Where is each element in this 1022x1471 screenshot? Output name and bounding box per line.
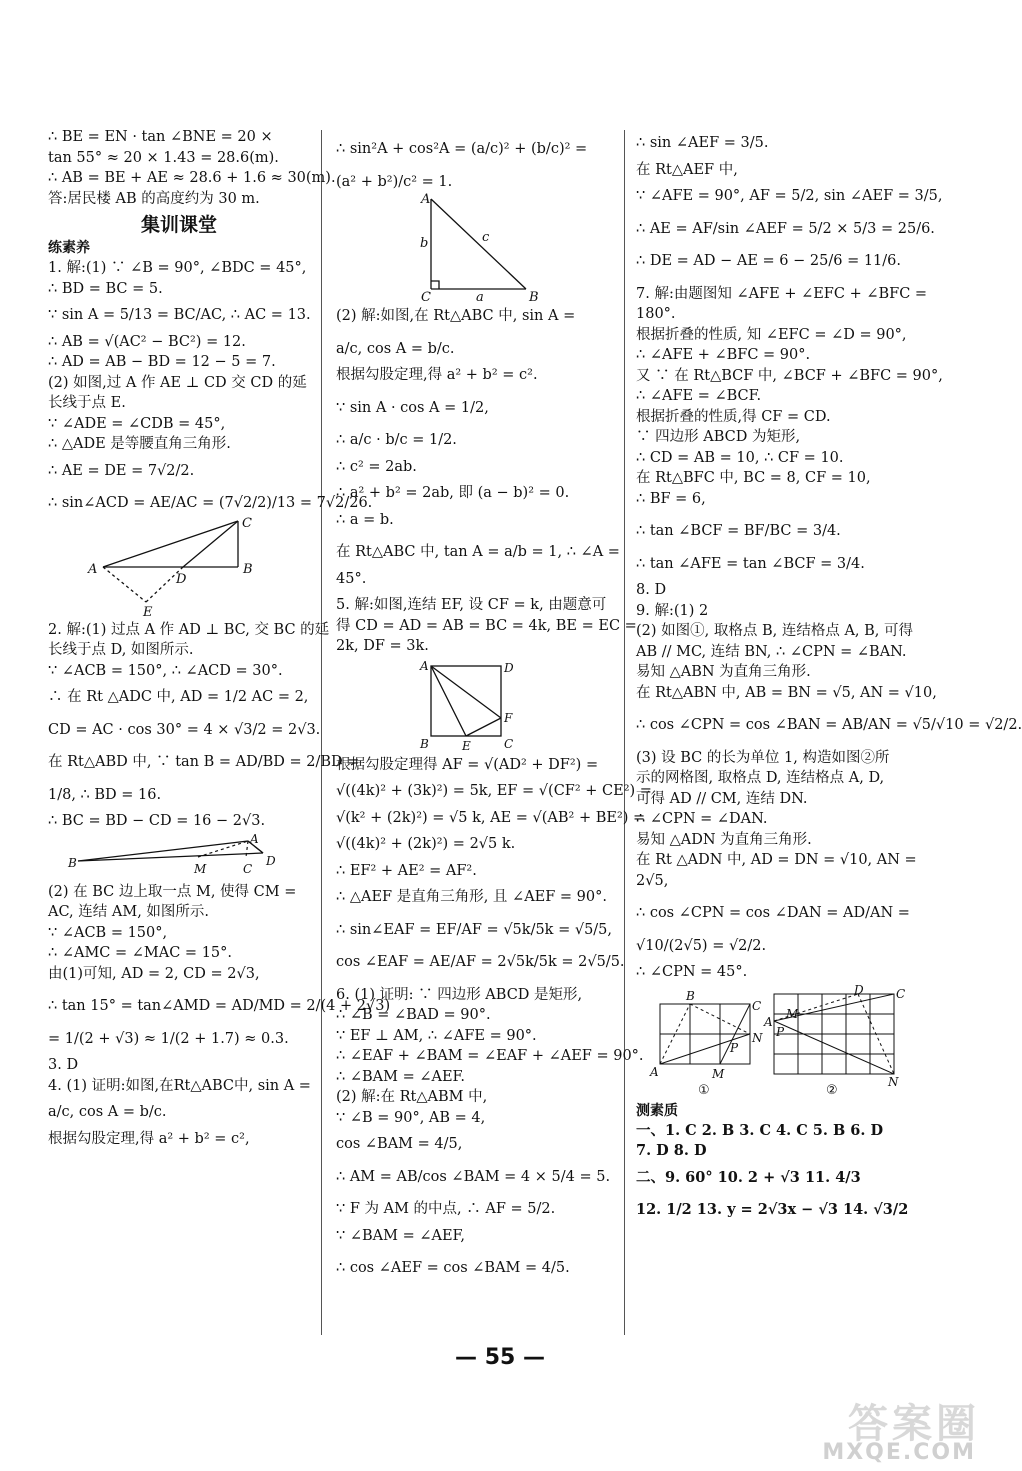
text-line: ∴ sin∠ACD = AE/AC = (7√2/2)/13 = 7√2/26. bbox=[48, 495, 373, 511]
text-line: ∴ BE = EN · tan ∠BNE = 20 × bbox=[48, 129, 273, 145]
text-line: (2) 解:如图,在 Rt△ABC 中, sin A = bbox=[336, 308, 576, 324]
text-line: 2k, DF = 3k. bbox=[336, 638, 429, 654]
text-line: 1. 解:(1) ∵ ∠B = 90°, ∠BDC = 45°, bbox=[48, 260, 307, 276]
text-line: 根据勾股定理,得 a² + b² = c². bbox=[336, 367, 538, 383]
text-line: ∴ ∠EAF + ∠BAM = ∠EAF + ∠AEF = 90°. bbox=[336, 1048, 644, 1064]
point-label: E bbox=[143, 604, 153, 620]
answer-line: 7. D 8. D bbox=[636, 1142, 707, 1159]
answer-line: 二、9. 60° 10. 2 + √3 11. 4/3 bbox=[636, 1168, 861, 1186]
text-line: 由(1)可知, AD = 2, CD = 2√3, bbox=[48, 965, 260, 982]
text-line: ∴ AM = AB/cos ∠BAM = 4 × 5/4 = 5. bbox=[336, 1168, 611, 1185]
text-line: 8. D bbox=[636, 582, 667, 598]
point-label: E bbox=[462, 738, 471, 753]
text-line: 在 Rt △ADN 中, AD = DN = √10, AN = bbox=[636, 852, 917, 868]
text-line: 长线于点 E. bbox=[48, 395, 126, 411]
text-line: ∴ BC = BD − CD = 16 − 2√3. bbox=[48, 813, 266, 829]
figure-triangle-abc bbox=[48, 831, 288, 879]
column-divider bbox=[321, 130, 322, 1335]
text-line: 答:居民楼 AB 的高度约为 30 m. bbox=[48, 190, 260, 207]
text-line: 在 Rt△AEF 中, bbox=[636, 161, 738, 178]
text-line: a/c, cos A = b/c. bbox=[336, 340, 455, 357]
page-number: — 55 — bbox=[455, 1345, 545, 1370]
point-label: F bbox=[504, 710, 513, 725]
watermark-url: MXQE.COM bbox=[822, 1440, 976, 1465]
text-line: ∵ EF ⊥ AM, ∴ ∠AFE = 90°. bbox=[336, 1027, 537, 1044]
text-line: ∴ △ADE 是等腰直角三角形. bbox=[48, 436, 231, 452]
text-line: 长线于点 D, 如图所示. bbox=[48, 642, 194, 658]
text-line: cos ∠BAM = 4/5, bbox=[336, 1136, 463, 1152]
text-line: ∵ ∠ACB = 150°, bbox=[48, 924, 168, 941]
column-3 bbox=[636, 130, 1022, 1218]
text-line: ∴ ∠AFE = ∠BCF. bbox=[636, 388, 762, 404]
text-line: ∴ cos ∠AEF = cos ∠BAM = 4/5. bbox=[336, 1260, 570, 1276]
text-line: ∴ tan 15° = tan∠AMD = AD/MD = 2/(4 + 2√3) bbox=[48, 998, 391, 1014]
text-line: 9. 解:(1) 2 bbox=[636, 602, 709, 619]
figure-number: ① bbox=[698, 1082, 710, 1098]
text-line: 又 ∵ 在 Rt△BCF 中, ∠BCF + ∠BFC = 90°, bbox=[636, 367, 943, 384]
text-line: 根据勾股定理得 AF = √(AD² + DF²) = bbox=[336, 756, 599, 773]
text-line: ∴ EF² + AE² = AF². bbox=[336, 862, 477, 879]
point-label: C bbox=[243, 861, 253, 876]
text-line: ∵ sin A = 5/13 = BC/AC, ∴ AC = 13. bbox=[48, 307, 311, 323]
point-label: B bbox=[420, 736, 429, 751]
text-line: ∴ sin∠EAF = EF/AF = √5k/5k = √5/5, bbox=[336, 921, 613, 938]
text-line: ∴ AE = DE = 7√2/2. bbox=[48, 462, 195, 479]
point-label: C bbox=[896, 986, 906, 1001]
figure-grids bbox=[636, 982, 906, 1098]
text-line: ∴ CD = AB = 10, ∴ CF = 10. bbox=[636, 449, 844, 466]
text-line: 180°. bbox=[636, 306, 676, 322]
point-label: B bbox=[529, 290, 539, 305]
figure-right-triangle bbox=[336, 192, 539, 305]
point-label: M bbox=[194, 861, 207, 876]
column-divider bbox=[624, 130, 625, 1335]
text-line: √(k² + (2k)²) = √5 k, AE = √(AB² + BE²) = bbox=[336, 809, 646, 826]
text-line: ∴ ∠CPN = ∠DAN. bbox=[636, 811, 768, 827]
text-line: a/c, cos A = b/c. bbox=[48, 1104, 167, 1120]
text-line: ∴ ∠AFE + ∠BFC = 90°. bbox=[636, 347, 811, 363]
side-label: a bbox=[476, 290, 484, 305]
text-line: ∵ ∠ADE = ∠CDB = 45°, bbox=[48, 415, 226, 432]
text-line: (2) 如图①, 取格点 B, 连结格点 A, B, 可得 bbox=[636, 623, 914, 639]
text-line: 易知 △ABN 为直角三角形. bbox=[636, 664, 811, 680]
point-label: B bbox=[68, 855, 77, 870]
point-label: A bbox=[250, 831, 259, 846]
point-label: P bbox=[730, 1040, 739, 1055]
text-line: ∴ cos ∠CPN = cos ∠BAN = AB/AN = √5/√10 = √2/2. bbox=[636, 717, 1022, 733]
text-line: ∵ F 为 AM 的中点, ∴ AF = 5/2. bbox=[336, 1201, 556, 1217]
text-line: ∵ ∠AFE = 90°, AF = 5/2, sin ∠AEF = 3/5, bbox=[636, 188, 943, 204]
text-line: ∴ ∠CPN = 45°. bbox=[636, 964, 748, 980]
text-line: ∴ AD = AB − BD = 12 − 5 = 7. bbox=[48, 354, 276, 370]
text-line: ∴ △AEF 是直角三角形, 且 ∠AEF = 90°. bbox=[336, 889, 607, 905]
text-line: 在 Rt△BFC 中, BC = 8, CF = 10, bbox=[636, 470, 871, 486]
test-tag: 测素质 bbox=[636, 1102, 678, 1119]
text-line: = 1/(2 + √3) ≈ 1/(2 + 1.7) ≈ 0.3. bbox=[48, 1030, 289, 1047]
point-label: C bbox=[752, 998, 762, 1013]
text-line: ∴ ∠BAM = ∠AEF. bbox=[336, 1068, 465, 1085]
text-line: √((4k)² + (2k)²) = 2√5 k. bbox=[336, 836, 516, 852]
text-line: ∵ ∠B = 90°, AB = 4, bbox=[336, 1109, 486, 1126]
text-line: 3. D bbox=[48, 1057, 79, 1073]
point-label: B bbox=[243, 561, 253, 577]
text-line: (2) 解:在 Rt△ABM 中, bbox=[336, 1089, 488, 1105]
point-label: A bbox=[421, 192, 431, 207]
side-label: c bbox=[482, 230, 490, 245]
text-line: ∴ ∠AMC = ∠MAC = 15°. bbox=[48, 945, 233, 961]
point-label: D bbox=[854, 982, 864, 997]
text-line: 示的网格图, 取格点 D, 连结格点 A, D, bbox=[636, 770, 885, 786]
text-line: 在 Rt△ABN 中, AB = BN = √5, AN = √10, bbox=[636, 684, 937, 701]
text-line: 根据折叠的性质,得 CF = CD. bbox=[636, 408, 831, 425]
text-line: ∴ DE = AD − AE = 6 − 25/6 = 11/6. bbox=[636, 253, 901, 269]
point-label: M bbox=[712, 1066, 725, 1081]
point-label: N bbox=[888, 1074, 899, 1089]
point-label: P bbox=[776, 1024, 785, 1039]
text-line: 可得 AD // CM, 连结 DN. bbox=[636, 790, 808, 807]
practice-tag: 练素养 bbox=[48, 240, 90, 256]
text-line: AC, 连结 AM, 如图所示. bbox=[48, 904, 210, 920]
text-line: 5. 解:如图,连结 EF, 设 CF = k, 由题意可 bbox=[336, 597, 607, 613]
point-label: D bbox=[266, 853, 276, 868]
text-line: ∴ a² + b² = 2ab, 即 (a − b)² = 0. bbox=[336, 485, 570, 501]
text-line: 根据勾股定理,得 a² + b² = c², bbox=[48, 1130, 250, 1147]
text-line: ∵ sin A · cos A = 1/2, bbox=[336, 399, 489, 416]
section-title: 集训课堂 bbox=[140, 214, 217, 236]
text-line: tan 55° ≈ 20 × 1.43 = 28.6(m). bbox=[48, 149, 279, 166]
figure-number: ② bbox=[826, 1082, 838, 1098]
text-line: 6. (1) 证明: ∵ 四边形 ABCD 是矩形, bbox=[336, 986, 583, 1003]
text-line: ∴ c² = 2ab. bbox=[336, 458, 417, 475]
text-line: 在 Rt△ABD 中, ∵ tan B = AD/BD = 2/BD = bbox=[48, 754, 360, 770]
text-line: 2√5, bbox=[636, 872, 669, 889]
text-line: 2. 解:(1) 过点 A 作 AD ⊥ BC, 交 BC 的延 bbox=[48, 621, 330, 638]
point-label: A bbox=[650, 1064, 659, 1079]
text-line: ∵ ∠BAM = ∠AEF, bbox=[336, 1227, 465, 1244]
text-line: √((4k)² + (3k)²) = 5k, EF = √(CF² + CE²) = bbox=[336, 783, 652, 799]
point-label: C bbox=[421, 290, 431, 305]
answer-line: 一、1. C 2. B 3. C 4. C 5. B 6. D bbox=[636, 1121, 884, 1139]
text-line: ∴ ∠B = ∠BAD = 90°. bbox=[336, 1007, 491, 1023]
text-line: ∴ cos ∠CPN = cos ∠DAN = AD/AN = bbox=[636, 905, 910, 921]
text-line: 在 Rt△ABC 中, tan A = a/b = 1, ∴ ∠A = bbox=[336, 544, 620, 560]
text-line: (a² + b²)/c² = 1. bbox=[336, 173, 453, 190]
text-line: ∴ BD = BC = 5. bbox=[48, 280, 163, 297]
watermark-logo: 答案圈 bbox=[848, 1401, 980, 1447]
text-line: ∴ sin ∠AEF = 3/5. bbox=[636, 135, 769, 151]
text-line: (3) 设 BC 的长为单位 1, 构造如图②所 bbox=[636, 749, 890, 766]
text-line: 7. 解:由题图知 ∠AFE + ∠EFC + ∠BFC = bbox=[636, 285, 928, 302]
point-label: D bbox=[504, 660, 514, 675]
text-line: CD = AC · cos 30° = 4 × √3/2 = 2√3. bbox=[48, 721, 321, 738]
point-label: N bbox=[752, 1030, 763, 1045]
point-label: A bbox=[88, 561, 98, 577]
figure-triangle-acd bbox=[48, 515, 253, 620]
text-line: 根据折叠的性质, 知 ∠EFC = ∠D = 90°, bbox=[636, 326, 907, 343]
point-label: D bbox=[176, 571, 187, 587]
text-line: √10/(2√5) = √2/2. bbox=[636, 937, 767, 954]
text-line: ∴ AB = BE + AE ≈ 28.6 + 1.6 ≈ 30(m). bbox=[48, 170, 336, 186]
text-line: ∴ a = b. bbox=[336, 511, 394, 528]
figure-square-abcd bbox=[336, 660, 536, 752]
answer-line: 12. 1/2 13. y = 2√3x − √3 14. √3/2 bbox=[636, 1201, 909, 1218]
text-line: ∴ a/c · b/c = 1/2. bbox=[336, 432, 457, 448]
text-line: 易知 △ADN 为直角三角形. bbox=[636, 831, 812, 848]
text-line: ∴ 在 Rt △ADC 中, AD = 1/2 AC = 2, bbox=[48, 689, 309, 705]
point-label: M bbox=[786, 1006, 799, 1021]
text-line: ∵ 四边形 ABCD 为矩形, bbox=[636, 429, 801, 445]
point-label: A bbox=[420, 658, 429, 673]
text-line: 45°. bbox=[336, 570, 367, 587]
text-line: (2) 如图,过 A 作 AE ⊥ CD 交 CD 的延 bbox=[48, 374, 307, 391]
text-line: cos ∠EAF = AE/AF = 2√5k/5k = 2√5/5. bbox=[336, 954, 625, 970]
text-line: AB // MC, 连结 BN, ∴ ∠CPN = ∠BAN. bbox=[636, 643, 907, 660]
side-label: b bbox=[420, 236, 429, 251]
point-label: C bbox=[242, 515, 252, 531]
text-line: 4. (1) 证明:如图,在Rt△ABC中, sin A = bbox=[48, 1077, 311, 1094]
text-line: ∴ AE = AF/sin ∠AEF = 5/2 × 5/3 = 25/6. bbox=[636, 220, 935, 237]
text-line: ∵ ∠ACB = 150°, ∴ ∠ACD = 30°. bbox=[48, 662, 283, 679]
text-line: (2) 在 BC 边上取一点 M, 使得 CM = bbox=[48, 883, 297, 900]
text-line: 得 CD = AD = AB = BC = 4k, BE = EC = bbox=[336, 617, 637, 634]
point-label: A bbox=[764, 1014, 773, 1029]
text-line: 1/8, ∴ BD = 16. bbox=[48, 786, 162, 803]
text-line: ∴ BF = 6, bbox=[636, 490, 706, 507]
text-line: ∴ sin²A + cos²A = (a/c)² + (b/c)² = bbox=[336, 141, 588, 157]
text-line: ∴ tan ∠AFE = tan ∠BCF = 3/4. bbox=[636, 555, 865, 572]
point-label: B bbox=[686, 988, 695, 1003]
text-line: ∴ tan ∠BCF = BF/BC = 3/4. bbox=[636, 523, 841, 539]
text-line: ∴ AB = √(AC² − BC²) = 12. bbox=[48, 333, 246, 350]
point-label: C bbox=[504, 736, 514, 751]
